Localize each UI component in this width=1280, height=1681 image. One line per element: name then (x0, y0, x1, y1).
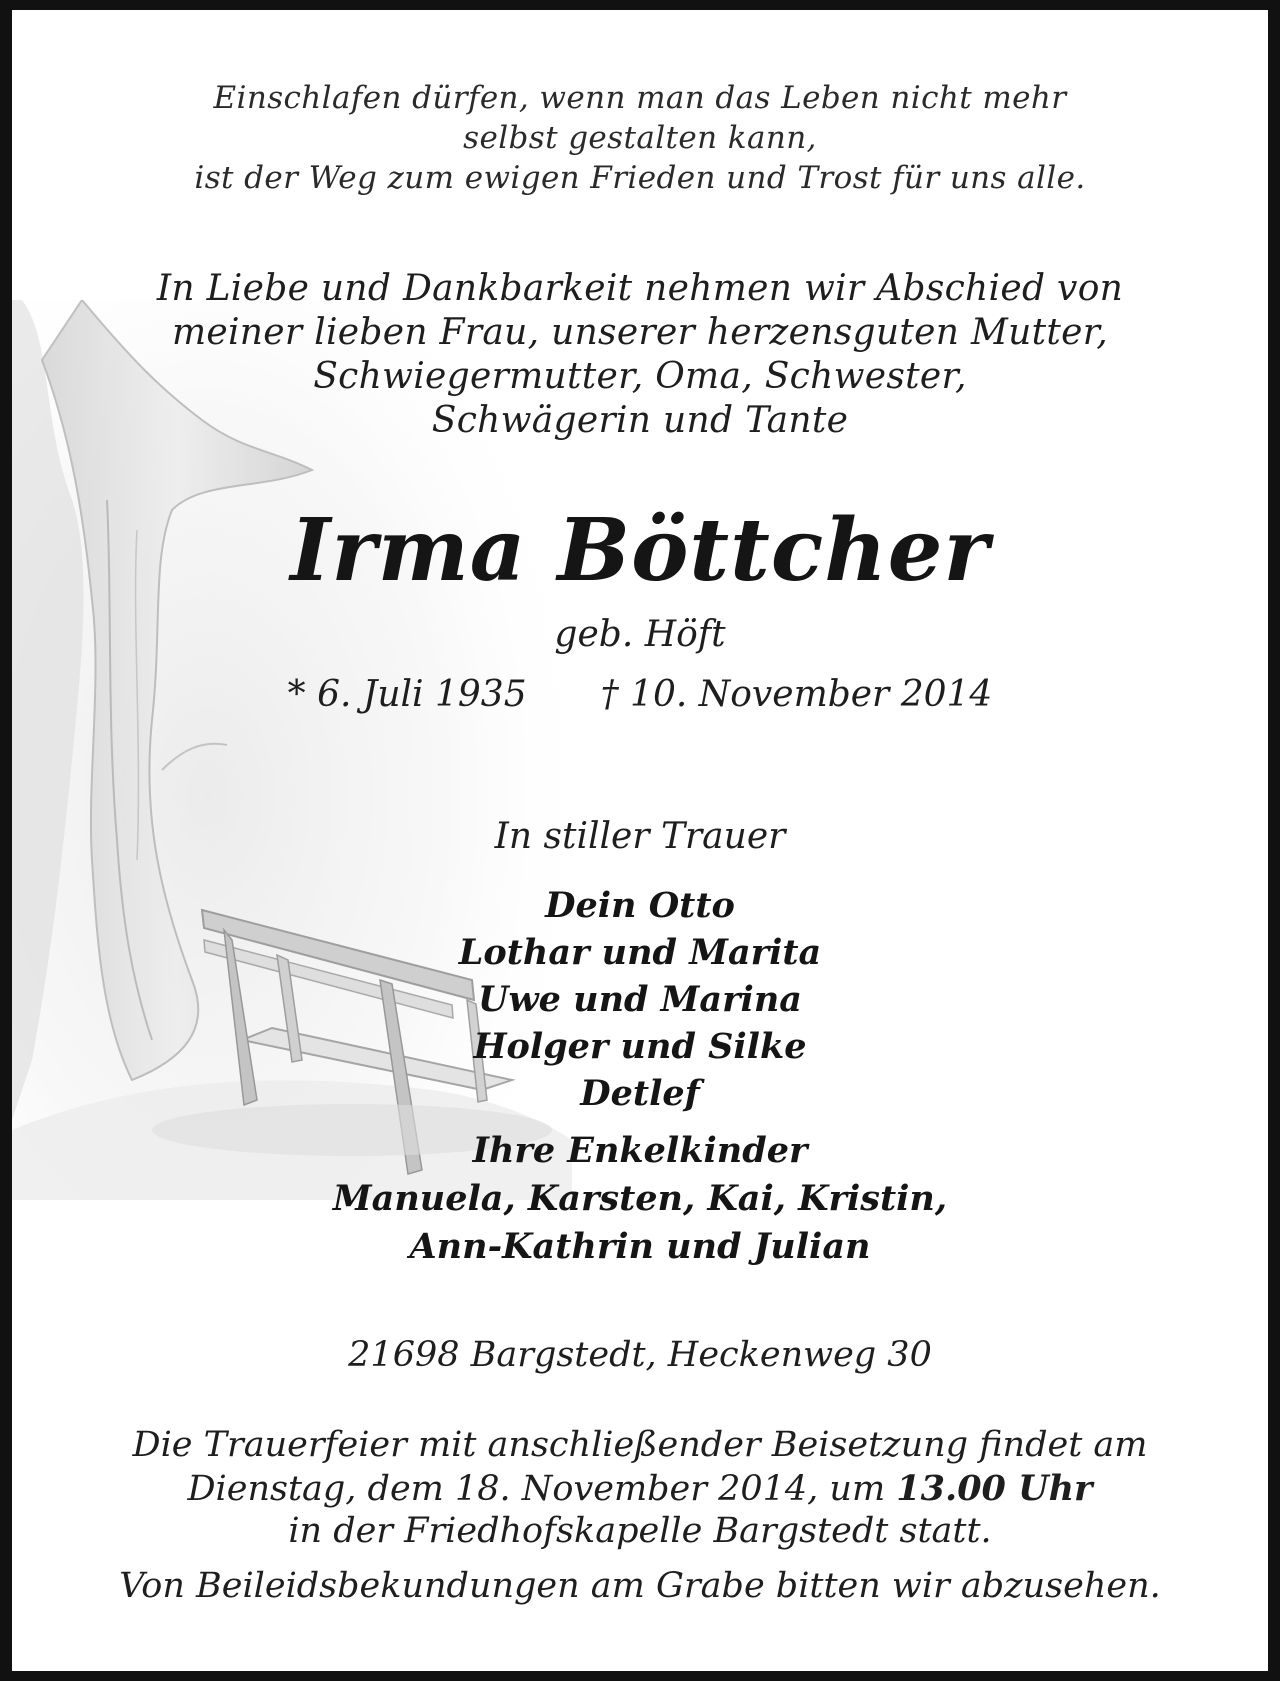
death-date: † 10. November 2014 (600, 674, 993, 715)
funeral-info-line (12, 1468, 1268, 1509)
motto-line: selbst gestalten kann, (463, 120, 817, 156)
grandchildren-names: Manuela, Karsten, Kai, Kristin, (332, 1178, 948, 1219)
funeral-date: Dienstag, dem 18. November 2014, um (187, 1469, 897, 1509)
condolence-note: Von Beileidsbekundungen am Grabe bitten wir abzusehen. (119, 1566, 1161, 1606)
birth-date: * 6. Juli 1935 (287, 674, 527, 715)
family-member: Lothar und Marita (458, 932, 822, 973)
intro-line: In Liebe und Dankbarkeit nehmen wir Abschied von (156, 268, 1124, 309)
funeral-info-line: in der Friedhofskapelle Bargstedt statt. (288, 1511, 992, 1551)
intro-line: meiner lieben Frau, unserer herzensguten Mutter, (171, 312, 1109, 353)
intro-line: Schwiegermutter, Oma, Schwester, (313, 356, 967, 397)
life-dates (12, 674, 1268, 715)
grandchildren-heading: Ihre Enkelkinder (472, 1130, 808, 1171)
family-member: Uwe und Marina (478, 979, 802, 1020)
funeral-time: 13.00 Uhr (896, 1468, 1093, 1509)
funeral-info-line: Die Trauerfeier mit anschließender Beisetzung findet am (132, 1425, 1148, 1465)
address: 21698 Bargstedt, Heckenweg 30 (348, 1335, 932, 1375)
family-member: Detlef (580, 1073, 700, 1114)
grandchildren-names: Ann-Kathrin und Julian (409, 1226, 871, 1267)
family-member: Dein Otto (545, 885, 735, 926)
deceased-name: Irma Böttcher (290, 500, 990, 601)
intro-line: Schwägerin und Tante (431, 400, 849, 441)
family-member: Holger und Silke (473, 1026, 807, 1067)
maiden-name: geb. Höft (554, 614, 726, 655)
motto-line: ist der Weg zum ewigen Frieden und Trost für uns alle. (194, 160, 1086, 196)
motto-line: Einschlafen dürfen, wenn man das Leben nicht mehr (213, 80, 1067, 116)
mourning-heading: In stiller Trauer (494, 816, 786, 857)
